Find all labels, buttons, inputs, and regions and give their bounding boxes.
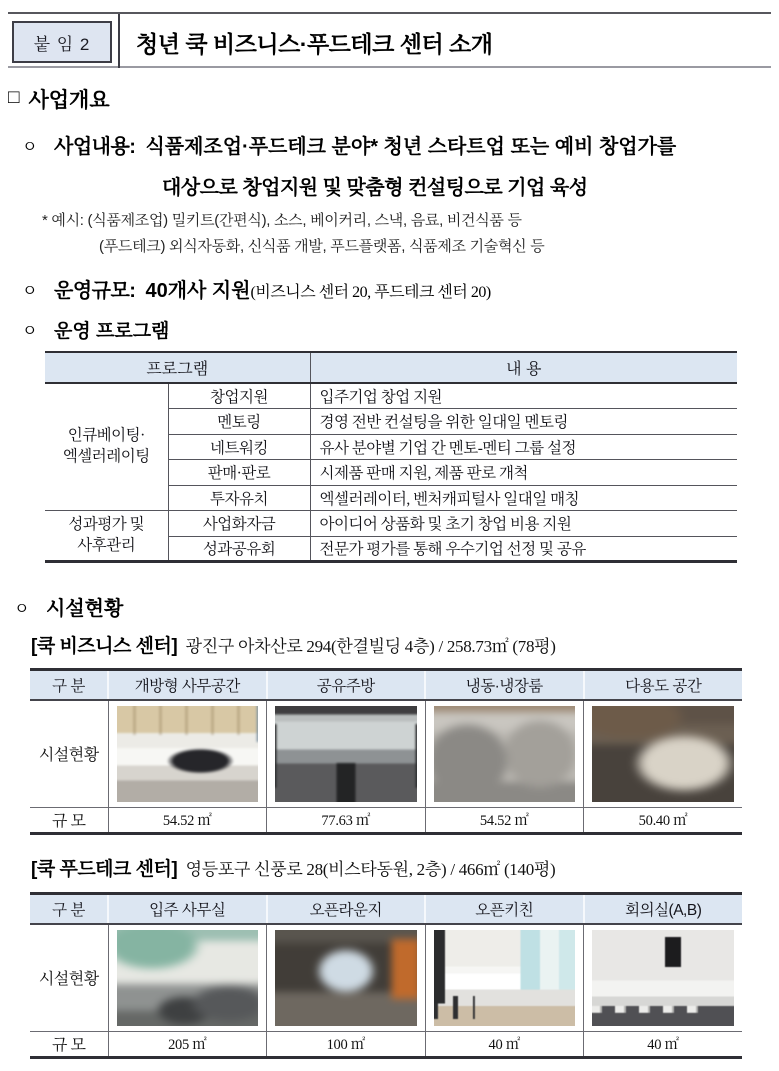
overview-heading-label: 사업개요 xyxy=(28,89,110,112)
program-name: 네트워킹 xyxy=(168,434,310,460)
attachment-badge: 붙 임 2 xyxy=(12,21,112,63)
program-column-header: 프로그램 xyxy=(45,352,310,383)
business-content-line xyxy=(22,130,676,159)
photo-open-office xyxy=(117,706,259,802)
facility-column-header: 오픈키친 xyxy=(425,894,584,924)
facility-size: 40 ㎡ xyxy=(584,1031,743,1057)
operation-scale-value: 40개사 지원 xyxy=(145,280,251,302)
doc-header xyxy=(8,14,771,68)
business-content-label: 사업내용: xyxy=(54,136,136,158)
facility-size-row xyxy=(30,807,742,833)
header-divider xyxy=(118,14,120,68)
facility-size: 50.40 ㎡ xyxy=(584,807,743,833)
facility-size: 54.52 ㎡ xyxy=(108,807,267,833)
facility-header-row xyxy=(30,670,742,700)
foodtech-center-heading xyxy=(31,854,555,881)
foodtech-center-table xyxy=(30,892,742,1059)
facility-column-header: 냉동·냉장룸 xyxy=(425,670,584,700)
program-group: 성과평가 및 사후관리 xyxy=(45,511,168,562)
facility-col-label: 구 분 xyxy=(30,670,108,700)
facility-size: 54.52 ㎡ xyxy=(425,807,584,833)
facility-photo-cell xyxy=(584,700,743,808)
facility-size-row-label: 규 모 xyxy=(30,1031,108,1057)
facility-photo-row-label: 시설현황 xyxy=(30,924,108,1032)
facility-col-label: 구 분 xyxy=(30,894,108,924)
example-note-line1: * 예시: (식품제조업) 밀키트(간편식), 소스, 베이커리, 스낵, 음료, 비건식품 등 xyxy=(42,212,522,229)
square-bullet-icon: □ xyxy=(8,87,20,108)
photo-open-kitchen xyxy=(434,930,576,1026)
business-content-text: 식품제조업·푸드테크 분야* 청년 스타트업 또는 예비 창업가를 xyxy=(145,136,677,158)
content-column-header: 내 용 xyxy=(310,352,737,383)
center-name: [쿡 푸드테크 센터] xyxy=(31,859,178,880)
program-row xyxy=(45,383,737,409)
center-name: [쿡 비즈니스 센터] xyxy=(31,636,178,657)
facility-header-row xyxy=(30,894,742,924)
page-title: 청년 쿡 비즈니스·푸드테크 센터 소개 xyxy=(136,31,493,57)
facility-photo-cell xyxy=(108,700,267,808)
circle-bullet-icon: ㅇ xyxy=(22,323,38,340)
program-table xyxy=(45,351,737,563)
program-name: 사업화자금 xyxy=(168,511,310,537)
example-note-line2: (푸드테크) 외식자동화, 신식품 개발, 푸드플랫폼, 식품제조 기술혁신 등 xyxy=(99,238,545,255)
facility-photo-cell xyxy=(267,700,426,808)
facility-size: 40 ㎡ xyxy=(425,1031,584,1057)
facility-size: 205 ㎡ xyxy=(108,1031,267,1057)
facility-column-header: 다용도 공간 xyxy=(584,670,743,700)
facility-photo-cell xyxy=(425,924,584,1032)
program-content: 시제품 판매 지원, 제품 판로 개척 xyxy=(310,460,737,486)
business-center-heading xyxy=(31,631,556,658)
program-name: 판매·판로 xyxy=(168,460,310,486)
circle-bullet-icon: ㅇ xyxy=(22,283,38,300)
business-center-table xyxy=(30,668,742,835)
facility-heading-label: 시설현황 xyxy=(46,598,124,620)
program-row xyxy=(45,511,737,537)
facility-size: 77.63 ㎡ xyxy=(267,807,426,833)
photo-shared-kitchen xyxy=(275,706,417,802)
overview-heading xyxy=(8,84,110,114)
program-content: 전문가 평가를 통해 우수기업 선정 및 공유 xyxy=(310,536,737,562)
program-name: 투자유치 xyxy=(168,485,310,511)
facility-column-header: 회의실(A,B) xyxy=(584,894,743,924)
photo-multipurpose-room xyxy=(592,706,734,802)
program-table-header-row xyxy=(45,352,737,383)
operation-scale-label: 운영규모: xyxy=(54,280,136,302)
program-content: 유사 분야별 기업 간 멘토-멘티 그룹 설정 xyxy=(310,434,737,460)
facility-column-header: 오픈라운지 xyxy=(267,894,426,924)
photo-meeting-room xyxy=(592,930,734,1026)
facility-photo-cell xyxy=(267,924,426,1032)
program-content: 입주기업 창업 지원 xyxy=(310,383,737,409)
facility-size: 100 ㎡ xyxy=(267,1031,426,1057)
program-content: 경영 전반 컨설팅을 위한 일대일 멘토링 xyxy=(310,409,737,435)
program-heading-label: 운영 프로그램 xyxy=(54,321,170,342)
program-name: 창업지원 xyxy=(168,383,310,409)
operation-scale-line xyxy=(22,274,491,303)
program-content: 엑셀러레이터, 벤처캐피털사 일대일 매칭 xyxy=(310,485,737,511)
center-address: 광진구 아차산로 294(한결빌딩 4층) / 258.73㎡ (78평) xyxy=(185,637,556,656)
program-content: 아이디어 상품화 및 초기 창업 비용 지원 xyxy=(310,511,737,537)
program-group: 인큐베이팅· 엑셀러레이팅 xyxy=(45,383,168,511)
program-name: 성과공유회 xyxy=(168,536,310,562)
facility-photo-cell xyxy=(584,924,743,1032)
photo-open-lounge xyxy=(275,930,417,1026)
circle-bullet-icon: ㅇ xyxy=(14,601,30,618)
program-heading xyxy=(22,316,169,343)
program-name: 멘토링 xyxy=(168,409,310,435)
circle-bullet-icon: ㅇ xyxy=(22,139,38,156)
facility-column-header: 공유주방 xyxy=(267,670,426,700)
facility-photo-row-label: 시설현황 xyxy=(30,700,108,808)
photo-cold-room xyxy=(434,706,576,802)
facility-photo-cell xyxy=(108,924,267,1032)
operation-scale-detail: (비즈니스 센터 20, 푸드테크 센터 20) xyxy=(250,284,491,301)
facility-photo-row xyxy=(30,924,742,1032)
facility-heading xyxy=(14,592,123,621)
center-address: 영등포구 신풍로 28(비스타동원, 2층) / 466㎡ (140평) xyxy=(185,860,556,879)
facility-column-header: 개방형 사무공간 xyxy=(108,670,267,700)
facility-column-header: 입주 사무실 xyxy=(108,894,267,924)
facility-photo-cell xyxy=(425,700,584,808)
photo-tenant-office xyxy=(117,930,259,1026)
facility-size-row-label: 규 모 xyxy=(30,807,108,833)
facility-photo-row xyxy=(30,700,742,808)
business-content-line2: 대상으로 창업지원 및 맞춤형 컨설팅으로 기업 육성 xyxy=(162,177,588,199)
facility-size-row xyxy=(30,1031,742,1057)
